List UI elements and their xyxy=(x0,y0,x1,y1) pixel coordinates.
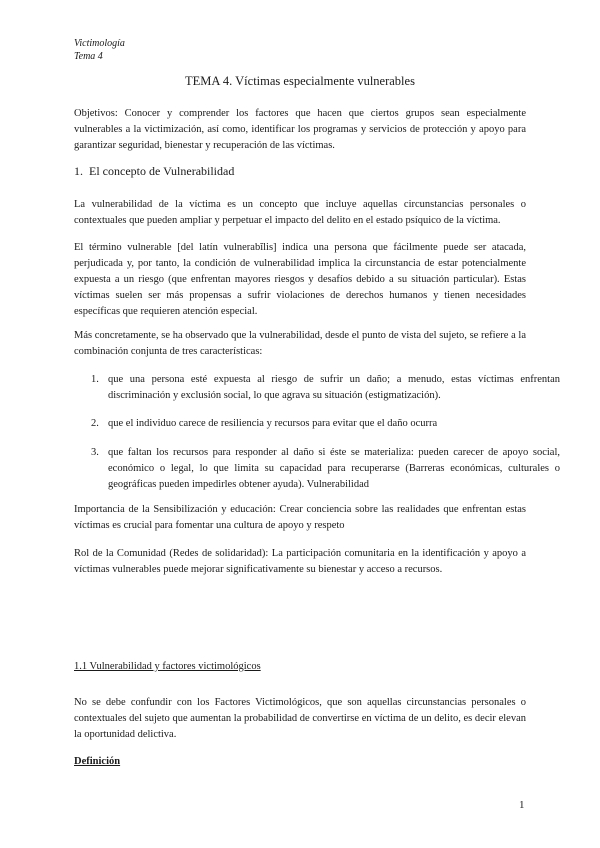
subsection-heading: 1.1 Vulnerabilidad y factores victimológicos xyxy=(74,661,261,672)
paragraph-text: El término vulnerable [del latín vulnerabĭlis] indica una persona que fácilmente puede ser atacada, perjudicada y, por tanto, la condición de vulnerabilidad implica la circunstancia de estar potencialmente expuesta a un riesgo (que enfrentan mayores riesgos y desafíos debido a su situación particular). Estas víctimas suelen ser más propensas a sufrir violaciones de derechos humanos y tienen necesidades específicas que requieren atención especial. xyxy=(74,242,526,317)
list-item xyxy=(74,372,560,404)
page-title: TEMA 4. Víctimas especialmente vulnerables xyxy=(185,74,415,88)
paragraph-text: No se debe confundir con los Factores Victimológicos, que son aquellas circunstancias personales o contextuales del sujeto que aumentan la probabilidad de convertirse en víctima de un delito, es decir elevan la oportunidad delictiva. xyxy=(74,697,526,740)
paragraph-text: La vulnerabilidad de la víctima es un concepto que incluye aquellas circunstancias personales o contextuales que pueden ampliar y perpetuar el impacto del delito en el estado psíquico de la víctima. xyxy=(74,199,526,226)
objectives-text: Objetivos: Conocer y comprender los factores que hacen que ciertos grupos sean especialmente vulnerables a la victimización, así como, identificar los programas y servicios de protección y apoyo para garantizar seguridad, bienestar y recuperación de las víctimas. xyxy=(74,108,526,151)
list-item-number: 3. xyxy=(91,447,99,458)
paragraph-text: Rol de la Comunidad (Redes de solidaridad): La participación comunitaria en la identificación y apoyo a víctimas vulnerables puede mejorar significativamente su bienestar y acceso a recursos. xyxy=(74,548,526,575)
paragraph-4 xyxy=(74,502,526,534)
objectives-paragraph xyxy=(74,106,526,154)
list-item-number: 1. xyxy=(91,374,99,385)
paragraph-5 xyxy=(74,546,526,578)
header-course: Victimología xyxy=(74,38,125,49)
paragraph-1 xyxy=(74,197,526,229)
list-item-text: que faltan los recursos para responder al daño si éste se materializa: pueden carecer de apoyo social, económico o legal, lo que limita su capacidad para recuperarse (Barreras económicas, culturales o geográficas pueden impedirles obtener ayuda). Vulnerabilidad xyxy=(108,447,560,490)
list-item-text: que el individuo carece de resiliencia y recursos para evitar que el daño ocurra xyxy=(108,418,438,429)
paragraph-text: Más concretamente, se ha observado que la vulnerabilidad, desde el punto de vista del sujeto, se refiere a la combinación conjunta de tres características: xyxy=(74,330,526,357)
header-topic: Tema 4 xyxy=(74,51,103,62)
paragraph-6 xyxy=(74,695,526,743)
section-title: El concepto de Vulnerabilidad xyxy=(89,164,235,178)
list-item-number: 2. xyxy=(91,418,99,429)
page-number: 1 xyxy=(519,799,525,811)
section-number: 1. xyxy=(74,164,83,178)
list-item-text: que una persona esté expuesta al riesgo de sufrir un daño; a menudo, estas víctimas enfrentan discriminación y exclusión social, lo que agrava su situación (estigmatización). xyxy=(108,374,560,401)
running-header xyxy=(74,37,125,63)
section-heading xyxy=(74,164,234,179)
paragraph-3 xyxy=(74,328,526,360)
definition-heading: Definición xyxy=(74,756,121,767)
list-item xyxy=(74,445,560,493)
paragraph-2 xyxy=(74,240,526,320)
paragraph-text: Importancia de la Sensibilización y educación: Crear conciencia sobre las realidades que enfrentan estas víctimas es crucial para fomentar una cultura de apoyo y respeto xyxy=(74,504,526,531)
list-item xyxy=(74,416,560,432)
